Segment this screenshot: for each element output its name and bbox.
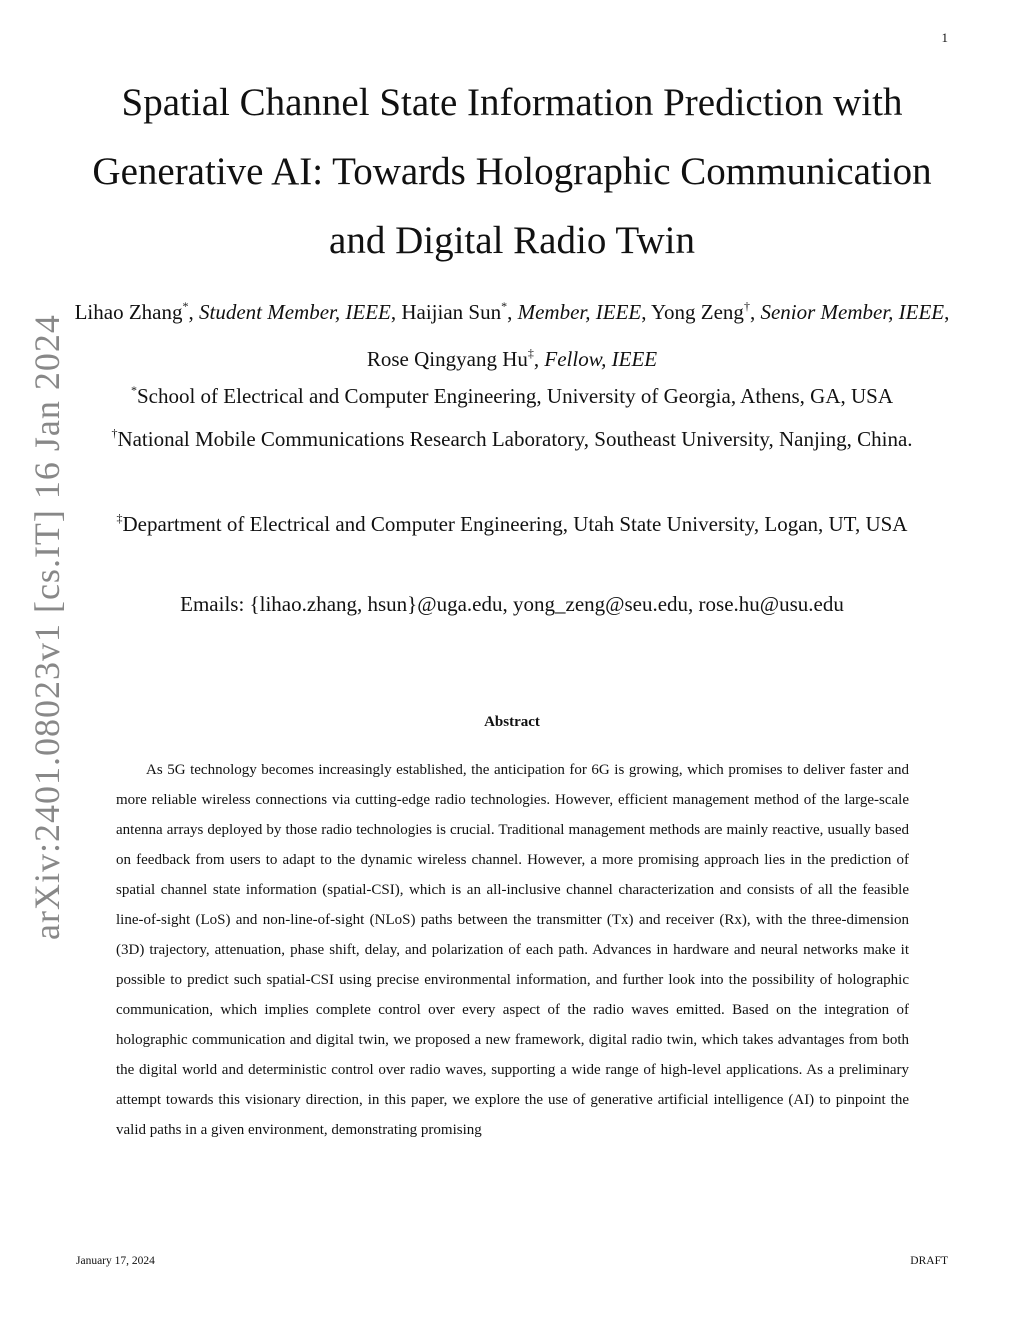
affiliation bbox=[62, 498, 962, 545]
affiliation bbox=[62, 370, 962, 417]
abstract-heading: Abstract bbox=[484, 714, 540, 730]
affiliation-mark: * bbox=[130, 383, 137, 397]
footer-date: January 17, 2024 bbox=[76, 1255, 155, 1267]
author-mark: * bbox=[182, 299, 189, 313]
author-role: Member, IEEE bbox=[517, 300, 642, 324]
author-mark: † bbox=[743, 299, 750, 313]
affiliation-mark: ‡ bbox=[116, 511, 123, 525]
author-name: Rose Qingyang Hu bbox=[366, 347, 528, 371]
paper-title: Spatial Channel State Information Prediction with Generative AI: Towards Holographic Communication and Digital Radio Twin bbox=[92, 81, 932, 262]
affiliation-text: School of Electrical and Computer Engineering, University of Georgia, Athens, GA, USA bbox=[136, 384, 894, 408]
author-emails: Emails: {lihao.zhang, hsun}@uga.edu, yong_zeng@seu.edu, rose.hu@usu.edu bbox=[180, 592, 844, 616]
arxiv-stamp: arXiv:2401.08023v1 [cs.IT] 16 Jan 2024 bbox=[27, 314, 67, 940]
author-name: Lihao Zhang bbox=[74, 300, 183, 324]
affiliation bbox=[62, 413, 962, 460]
author-role: Fellow, IEEE bbox=[544, 347, 658, 371]
abstract-text: As 5G technology becomes increasingly established, the anticipation for 6G is growing, which promises to deliver faster and more reliable wireless connections via cutting-edge radio technologies. However, efficient management method of the large-scale antenna arrays deployed by those radio technologies is crucial. Traditional management methods are mainly reactive, usually based on feedback from users to adapt to the dynamic wireless channel. However, a more promising approach lies in the prediction of spatial channel state information (spatial-CSI), which is an all-inclusive channel characterization and consists of all the feasible line-of-sight (LoS) and non-line-of-sight (NLoS) paths between the transmitter (Tx) and receiver (Rx), with the three-dimension (3D) trajectory, attenuation, phase shift, delay, and polarization of each path. Advances in hardware and neural networks make it possible to predict such spatial-CSI using precise environmental information, and further look into the possibility of holographic communication, which implies complete control over every aspect of the radio waves emitted. Based on the integration of holographic communication and digital twin, we proposed a new framework, digital radio twin, which takes advantages from both the digital world and deterministic control over radio waves, supporting a wide range of high-level applications. As a preliminary attempt towards this visionary direction, in this paper, we explore the use of generative artificial intelligence (AI) to pinpoint the valid paths in a given environment, demonstrating promising bbox=[116, 762, 909, 1138]
affiliation-mark: † bbox=[111, 426, 118, 440]
author-mark: * bbox=[501, 299, 508, 313]
affiliation-text: Department of Electrical and Computer Engineering, Utah State University, Logan, UT, USA bbox=[122, 512, 908, 536]
author-role: Student Member, IEEE bbox=[198, 300, 391, 324]
footer-draft-label: DRAFT bbox=[910, 1255, 948, 1267]
author-name: Yong Zeng bbox=[650, 300, 744, 324]
author-name: Haijian Sun bbox=[401, 300, 502, 324]
author-list: Lihao Zhang*, Student Member, IEEE, Haijian Sun*, Member, IEEE, Yong Zeng†, Senior Member, IEEE, Rose Qingyang Hu‡, Fellow, IEEE bbox=[74, 299, 950, 371]
author-mark: ‡ bbox=[527, 346, 534, 360]
author-role: Senior Member, IEEE bbox=[760, 300, 945, 324]
page-number: 1 bbox=[941, 30, 948, 45]
affiliation-text: National Mobile Communications Research Laboratory, Southeast University, Nanjing, China. bbox=[117, 427, 913, 451]
